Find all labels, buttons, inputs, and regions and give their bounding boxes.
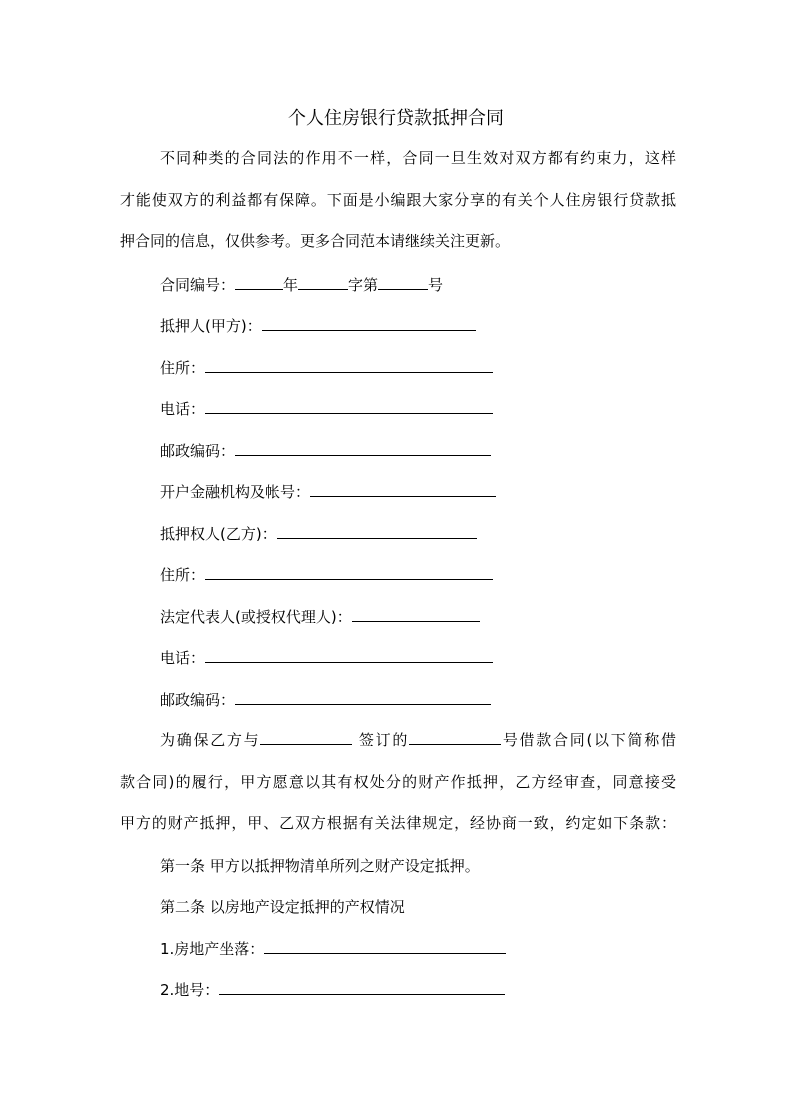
purpose-paragraph [120,720,676,845]
purpose-line-3: 甲方的财产抵押，甲、乙双方根据有关法律规定，经协商一致，约定如下条款： [120,814,676,832]
bank-account-blank[interactable] [310,481,496,497]
contract-year-blank[interactable] [235,274,283,290]
phone-blank-1[interactable] [205,398,493,414]
contract-number-label: 合同编号： [160,276,236,294]
legal-rep-line [160,606,480,628]
purpose-part-2: 签订的 [358,731,410,749]
intro-line-1: 不同种类的合同法的作用不一样，合同一旦生效对双方都有约束力，这样 [160,149,676,167]
contract-number-line [160,274,443,296]
bank-account-label: 开户金融机构及帐号： [160,483,311,501]
phone-blank-2[interactable] [205,647,493,663]
land-number-label: 2.地号： [160,981,220,999]
mortgagor-label: 抵押人(甲方)： [160,317,262,335]
mortgagor-blank[interactable] [262,315,476,331]
phone-label-2: 电话： [160,649,206,667]
contract-zi-label: 字第 [348,276,379,294]
phone-line-1 [160,398,493,420]
address-label-1: 住所： [160,359,206,377]
intro-line-2: 才能使双方的利益都有保障。下面是小编跟大家分享的有关个人住房银行贷款抵 [120,190,676,209]
mortgagee-blank[interactable] [277,523,477,539]
purpose-line-2: 款合同)的履行，甲方愿意以其有权处分的财产作抵押，乙方经审查，同意接受 [120,772,676,791]
property-location-line [160,938,506,960]
article-1: 第一条 甲方以抵押物清单所列之财产设定抵押。 [160,857,480,875]
address-blank-2[interactable] [205,564,493,580]
legal-rep-blank[interactable] [352,606,480,622]
phone-label-1: 电话： [160,400,206,418]
legal-rep-label: 法定代表人(或授权代理人)： [160,608,352,626]
bank-account-line [160,481,496,503]
document-title: 个人住房银行贷款抵押合同 [288,108,504,129]
postcode-label-2: 邮政编码： [160,691,236,709]
postcode-label-1: 邮政编码： [160,442,236,460]
contract-year-label: 年 [283,276,299,294]
article-2: 第二条 以房地产设定抵押的产权情况 [160,898,405,916]
purpose-part-3: 号借款合同(以下简称借 [501,731,676,749]
address-label-2: 住所： [160,566,206,584]
postcode-blank-2[interactable] [235,689,491,705]
contract-hao-blank[interactable] [378,274,428,290]
postcode-line-1 [160,440,491,462]
land-number-line [160,979,505,1001]
address-line-1 [160,357,493,379]
phone-line-2 [160,647,493,669]
mortgagee-label: 抵押权人(乙方)： [160,525,277,543]
property-location-blank[interactable] [264,938,506,954]
address-line-2 [160,564,493,586]
contract-hao-label: 号 [428,276,444,294]
property-location-label: 1.房地产坐落： [160,940,265,958]
postcode-blank-1[interactable] [235,440,491,456]
intro-paragraph [120,138,676,263]
intro-line-3: 押合同的信息，仅供参考。更多合同范本请继续关注更新。 [120,232,511,250]
mortgagor-line [160,315,476,337]
loan-contract-no-blank[interactable] [409,729,501,745]
mortgagee-line [160,523,477,545]
address-blank-1[interactable] [205,357,493,373]
contract-zi-blank[interactable] [298,274,348,290]
land-number-blank[interactable] [219,979,505,995]
purpose-line-1 [120,720,676,762]
purpose-part-1: 为确保乙方与 [160,731,261,749]
borrower-blank[interactable] [260,729,352,745]
postcode-line-2 [160,689,491,711]
